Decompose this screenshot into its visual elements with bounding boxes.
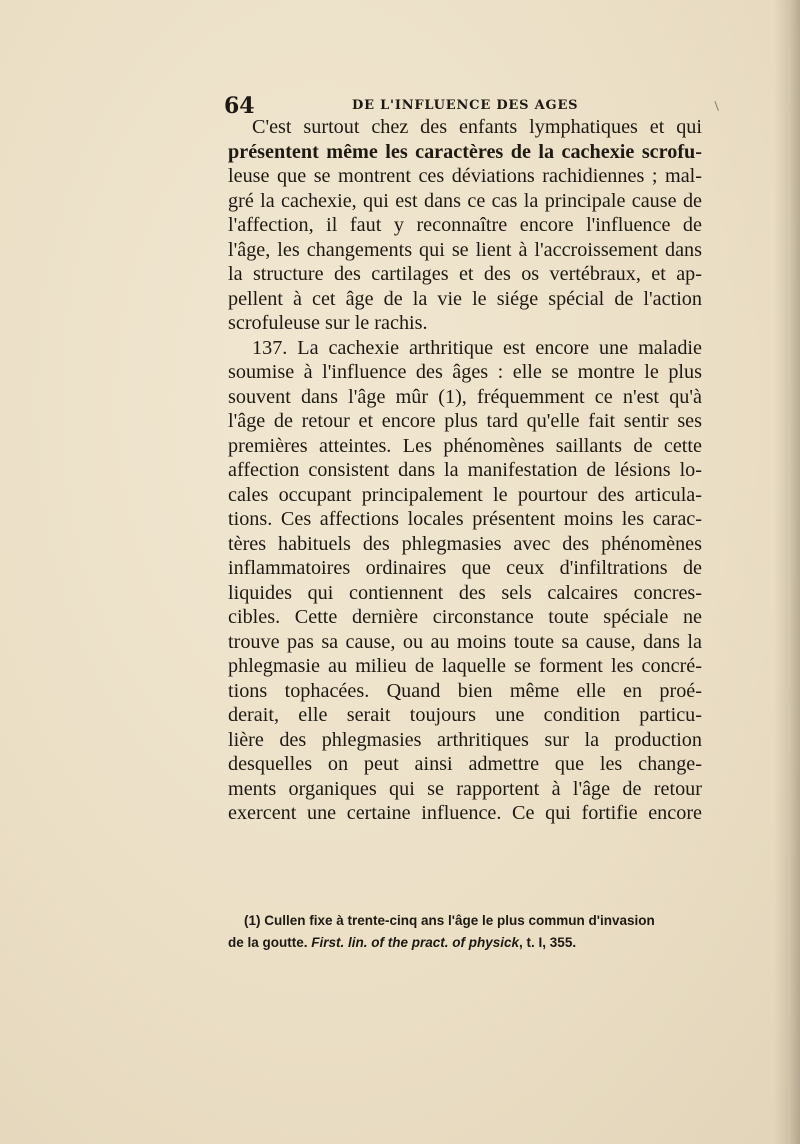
text-line: présentent même les caractères de la cachexie scrofu- <box>228 140 702 163</box>
text-line: premières atteintes. Les phénomènes saillants de cette <box>228 434 702 457</box>
text-line: lière des phlegmasies arthritiques sur la production <box>228 728 702 751</box>
text-line: tions. Ces affections locales présentent moins les carac- <box>228 508 702 530</box>
body-text <box>228 115 702 826</box>
text-line: inflammatoires ordinaires que ceux d'infiltrations de <box>228 557 702 579</box>
text-line: la structure des cartilages et des os vertébraux, et ap- <box>228 263 702 285</box>
text-line: gré la cachexie, qui est dans ce cas la principale cause de <box>228 189 702 212</box>
paragraph-1 <box>228 115 702 336</box>
text-line: tions tophacées. Quand bien même elle en proé- <box>228 679 702 702</box>
footnote <box>228 910 702 954</box>
text-line: l'âge, les changements qui se lient à l'accroissement dans <box>228 238 702 261</box>
footnote-citation: First. lin. of the pract. of physick <box>311 935 520 950</box>
text-line: C'est surtout chez des enfants lymphatiques et qui <box>252 116 702 138</box>
text-line: pellent à cet âge de la vie le siége spécial de l'action <box>228 287 702 310</box>
text-line: trouve pas sa cause, ou au moins toute sa cause, dans la <box>228 630 702 653</box>
footnote-line <box>228 932 702 954</box>
running-title: DE L'INFLUENCE DES AGES <box>352 98 579 113</box>
text-line: desquelles on peut ainsi admettre que les change- <box>228 753 702 775</box>
text-line: derait, elle serait toujours une condition particu- <box>228 704 702 726</box>
page-number: 64 <box>224 93 255 119</box>
text-line: tères habituels des phlegmasies avec des phénomènes <box>228 532 702 555</box>
text-line: l'affection, il faut y reconnaître encore l'influence de <box>228 214 702 236</box>
text-line: cibles. Cette dernière circonstance toute spéciale ne <box>228 606 702 628</box>
text-line: leuse que se montrent ces déviations rachidiennes ; mal- <box>228 165 702 187</box>
footnote-line: (1) Cullen fixe à trente-cinq ans l'âge le plus commun d'invasion <box>244 913 655 928</box>
page-edge-shadow <box>774 0 800 1144</box>
margin-mark <box>715 99 725 111</box>
text-line: soumise à l'influence des âges : elle se montre le plus <box>228 361 702 383</box>
text-line: 137. La cachexie arthritique est encore une maladie <box>252 336 702 359</box>
footnote-text: , t. I, 355. <box>519 935 577 950</box>
text-line: l'âge de retour et encore plus tard qu'elle fait sentir ses <box>228 410 702 432</box>
text-line: scrofuleuse sur le rachis. <box>228 312 428 334</box>
text-line: souvent dans l'âge mûr (1), fréquemment ce n'est qu'à <box>228 385 702 408</box>
text-line: exercent une certaine influence. Ce qui fortifie encore <box>228 802 702 824</box>
paragraph-2 <box>228 336 702 826</box>
text-line: phlegmasie au milieu de laquelle se forment les concré- <box>228 655 702 677</box>
text-line: cales occupant principalement le pourtour des articula- <box>228 483 702 506</box>
text-line: ments organiques qui se rapportent à l'âge de retour <box>228 777 702 800</box>
text-line: liquides qui contiennent des sels calcaires concres- <box>228 581 702 604</box>
text-line: affection consistent dans la manifestation de lésions lo- <box>228 459 702 481</box>
footnote-text: de la goutte. <box>228 935 312 950</box>
